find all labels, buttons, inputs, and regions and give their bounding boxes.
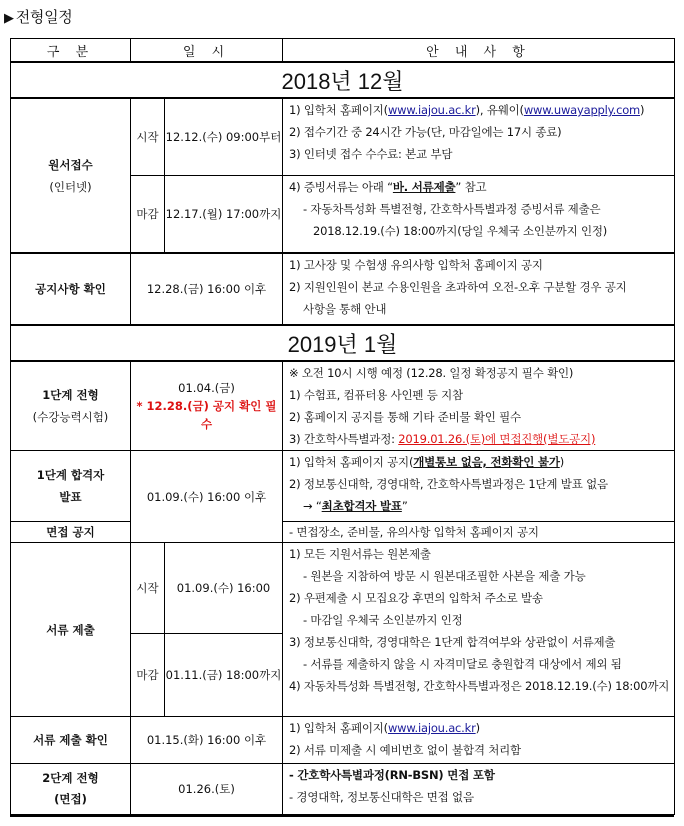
header-category: 구 분 (11, 39, 131, 63)
stage1-pass-label: 1단계 합격자 (36, 468, 105, 482)
stage1-time-note: * 12.28.(금) 공지 확인 필수 (136, 399, 277, 431)
stage1-pass-line1: 1) 입학처 홈페이지 공지(개별통보 없음, 전화확인 불가) (289, 455, 565, 469)
application-end-time: 12.17.(월) 17:00까지 (165, 176, 283, 254)
documents-line3: 2) 우편제출 시 모집요강 후면의 입학처 주소로 발송 (289, 591, 543, 605)
application-end-label: 마감 (131, 176, 165, 254)
interview-notice-row (11, 522, 675, 543)
schedule-table (10, 38, 675, 815)
stage1-pass-info (283, 451, 675, 522)
section-title (4, 6, 72, 27)
documents-line5: 3) 정보통신대학, 경영대학은 1단계 합격여부와 상관없이 서류제출 (289, 635, 616, 649)
stage1-line1: 1) 수험표, 컴퓨터용 사인펜 등 지참 (289, 388, 463, 402)
table-header-row (11, 39, 675, 63)
stage1-pass-line3: → “최초합격자 발표” (303, 499, 408, 513)
header-datetime: 일 시 (131, 39, 283, 63)
documents-line1: 1) 모든 지원서류는 원본제출 (289, 547, 431, 561)
bottom-divider (10, 815, 674, 817)
header-guide: 안 내 사 항 (283, 39, 675, 63)
documents-line7: 4) 자동차특성화 특별전형, 간호학사특별과정은 2018.12.19.(수) 18:00까지 (289, 679, 670, 693)
notice-line3: 사항을 통해 안내 (303, 302, 387, 316)
documents-label: 서류 제출 (11, 543, 131, 717)
application-line4: 4) 증빙서류는 아래 “바. 서류제출” 참고 (289, 180, 487, 194)
stage2-line1: - 간호학사특별과정(RN-BSN) 면접 포함 (289, 768, 495, 782)
documents-start-time: 01.09.(수) 16:00 (165, 543, 283, 634)
iajou-link[interactable]: www.iajou.ac.kr (387, 103, 476, 117)
stage1-sublabel: (수강능력시험) (32, 410, 109, 424)
application-row-start (11, 98, 675, 176)
stage1-pass-line2: 2) 정보통신대학, 경영대학, 간호학사특별과정은 1단계 발표 없음 (289, 477, 608, 491)
notice-info (283, 253, 675, 325)
month-row-dec (11, 62, 675, 98)
month-jan-2019: 2019년 1월 (11, 325, 675, 361)
application-start-time: 12.12.(수) 09:00부터 (165, 98, 283, 176)
stage2-category (11, 764, 131, 815)
documents-line4: - 마감일 우체국 소인분까지 인정 (303, 613, 463, 627)
iajou-link-2[interactable]: www.iajou.ac.kr (387, 721, 476, 735)
stage1-pass-category (11, 451, 131, 522)
stage1-time: 01.04.(금) (178, 381, 235, 395)
notice-line1: 1) 고사장 및 수험생 유의사항 입학처 홈페이지 공지 (289, 258, 543, 272)
application-line6: 2018.12.19.(수) 18:00까지(당일 우체국 소인분까지 인정) (313, 224, 608, 238)
application-line3: 3) 인터넷 접수 수수료: 본교 부담 (289, 147, 453, 161)
stage2-sublabel: (면접) (54, 792, 87, 806)
notice-time: 12.28.(금) 16:00 이후 (131, 253, 283, 325)
uway-link[interactable]: www.uwayapply.com (523, 103, 641, 117)
stage1-category (11, 361, 131, 451)
doc-check-row (11, 717, 675, 764)
documents-line2: - 원본을 지참하여 방문 시 원본대조필한 사본을 제출 가능 (303, 569, 586, 583)
stage2-line2: - 경영대학, 정보통신대학은 면접 없음 (289, 790, 474, 804)
stage1-line2: 2) 홈페이지 공지를 통해 기타 준비물 확인 필수 (289, 410, 521, 424)
stage2-row (11, 764, 675, 815)
stage1-time-cell (131, 361, 283, 451)
notice-line2: 2) 지원인원이 본교 수용인원을 초과하여 오전-오후 구분할 경우 공지 (289, 280, 627, 294)
doc-check-time: 01.15.(화) 16:00 이후 (131, 717, 283, 764)
stage2-time: 01.26.(토) (131, 764, 283, 815)
application-line1: 1) 입학처 홈페이지(www.iajou.ac.kr), 유웨이(www.uwayapply.com) (289, 103, 645, 117)
stage1-pass-sublabel: 발표 (59, 490, 82, 504)
application-label: 원서접수 (48, 157, 93, 172)
doc-check-label: 서류 제출 확인 (11, 717, 131, 764)
doc-check-line2: 2) 서류 미제출 시 예비번호 없이 불합격 처리함 (289, 743, 521, 757)
month-dec-2018: 2018년 12월 (11, 62, 675, 98)
documents-end-label: 마감 (131, 634, 165, 717)
doc-check-line1: 1) 입학처 홈페이지(www.iajou.ac.kr) (289, 721, 480, 735)
documents-start-label: 시작 (131, 543, 165, 634)
stage2-label: 2단계 전형 (42, 771, 99, 785)
section-title-text: 전형일정 (15, 8, 73, 26)
stage1-info (283, 361, 675, 451)
notice-row (11, 253, 675, 325)
stage1-line3: 3) 간호학사특별과정: 2019.01.26.(토)에 면접진행(별도공지) (289, 432, 596, 446)
documents-row-start (11, 543, 675, 634)
stage1-label: 1단계 전형 (42, 388, 99, 402)
triangle-marker-icon: ▶ (4, 11, 14, 26)
application-sublabel: (인터넷) (49, 179, 92, 194)
application-info-top (283, 98, 675, 176)
stage1-row (11, 361, 675, 451)
month-row-jan (11, 325, 675, 361)
stage2-info (283, 764, 675, 815)
interview-notice-info (283, 522, 675, 543)
documents-line6: - 서류를 제출하지 않을 시 자격미달로 충원합격 대상에서 제외 됨 (303, 657, 622, 671)
application-info-bottom (283, 176, 675, 254)
documents-info (283, 543, 675, 717)
application-line5: - 자동차특성화 특별전형, 간호학사특별과정 증빙서류 제출은 (303, 202, 601, 216)
application-line2: 2) 접수기간 중 24시간 가능(단, 마감일에는 17시 종료) (289, 125, 562, 139)
application-category (11, 98, 131, 253)
doc-check-info (283, 717, 675, 764)
notice-label: 공지사항 확인 (11, 253, 131, 325)
documents-end-time: 01.11.(금) 18:00까지 (165, 634, 283, 717)
stage1-pass-time: 01.09.(수) 16:00 이후 (131, 451, 283, 543)
interview-notice-label: 면접 공지 (11, 522, 131, 543)
stage1-line0: ※ 오전 10시 시행 예정 (12.28. 일정 확정공지 필수 확인) (289, 366, 574, 380)
interview-notice-line1: - 면접장소, 준비물, 유의사항 입학처 홈페이지 공지 (289, 525, 539, 539)
stage1-pass-row (11, 451, 675, 522)
application-start-label: 시작 (131, 98, 165, 176)
